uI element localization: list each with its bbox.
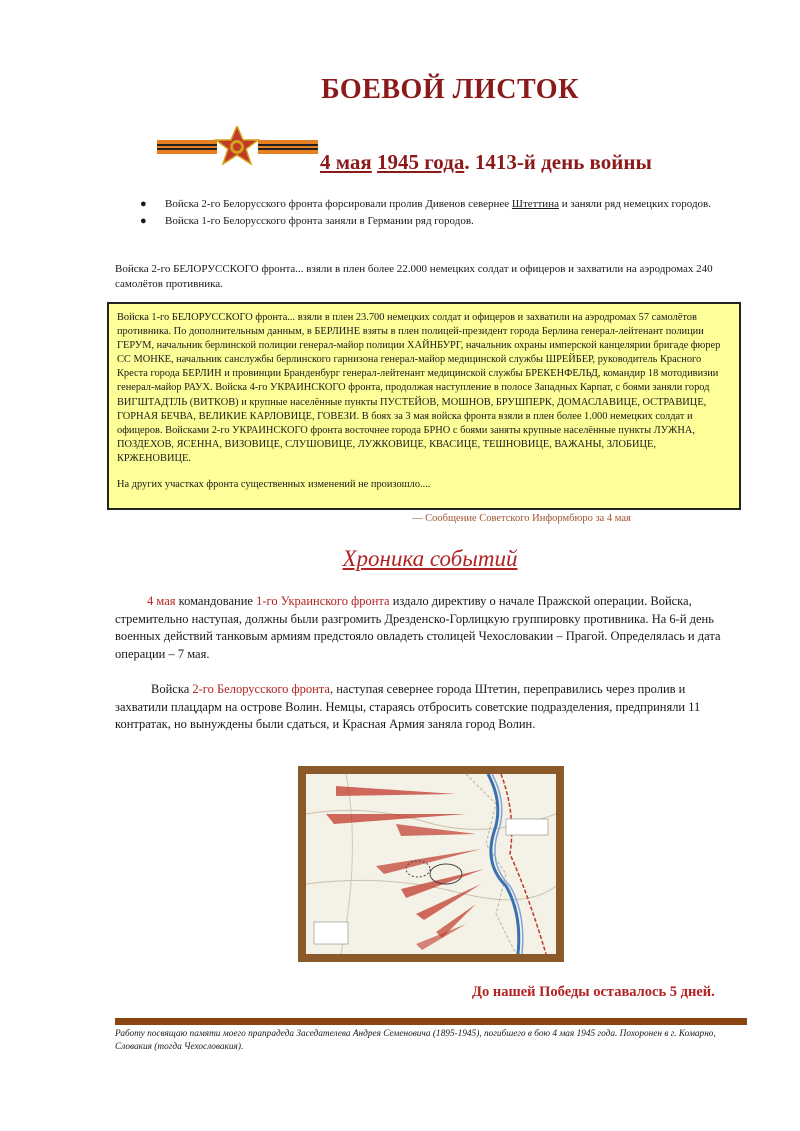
report-body: Войска 1-го БЕЛОРУССКОГО фронта... взяли в плен 23.700 немецких солдат и офицеров и захватили на аэродромах 57 самолётов противника. По дополнительным данным, в БЕРЛИНЕ взяты в плен полицей-президент города Берлина генерал-лейтенант полиции ГЕРУМ, начальник берлинской полиции генерал-майор полиции ХАЙНБУРГ, начальник охраны имперской канцелярии бригаде фюрер СС МОНКЕ, начальник санслужбы берлинского гарнизона генерал-майор медицинской службы ШРЕЙБЕР, руководитель Красного Креста города БЕРЛИН и провинции Бранденбург генерал-лейтенант медицинской службы БРЕКЕНФЕЛЬД, командир 18 мотодивизии генерал-майор РАУХ. Войска 4-го УКРАИНСКОГО фронта, продолжая наступление в полосе Западных Карпат, с боями заняли город ВИГШТАДТЛЬ (ВИТКОВ) и крупные населённые пункты ПУСТЕЙОВ, МОШНОВ, БРУШПЕРК, ДОМАСЛАВИЦЕ, ОСТРАВИЦЕ, ГОРНАЯ БЕЧВА, ВЕЛИКИЕ КАРЛОВИЦЕ, ГОВЕЗИ. В боях за 3 мая войска фронта взяли в плен более 1.000 немецких солдат и офицеров. Войсками 2-го УКРАИНСКОГО фронта восточнее города БРНО с боями заняты крупные населённые пункты ЛУЖНА, ПОЗДЕХОВ, ЯСЕННА, ВИЗОВИЦЕ, СЛУШОВИЦЕ, ЛУЖКОВИЦЕ, КВАСИЦЕ, ТЕШНОВИЦЕ, ВАЖАНЫ, ЗЛОБИЦЕ, КРЖЕНОВИЦЕ. — [117, 312, 721, 464]
chronicle-date: 4 мая — [147, 594, 176, 608]
chronicle-paragraph-2: Войска 2-го Белорусского фронта, наступая севернее города Штетин, переправились через пролив и захватили плацдарм на острове Волин. Немцы, стараясь отбросить советские подразделения, предприняли 11 контратак, но вынуждены были сдаться, и Красная Армия заняла город Волин. — [115, 682, 701, 731]
bullet-icon: ● — [140, 215, 147, 227]
stettin-link[interactable]: Штеттина — [511, 198, 559, 210]
bullet-icon: ● — [140, 198, 147, 210]
date-heading — [320, 150, 652, 175]
list-item: ● Войска 2-го Белорусского фронта форсировали пролив Дивенов севернее Штеттина и заняли ряд немецких городов. — [140, 198, 712, 210]
victory-countdown: До нашей Победы оставалось 5 дней. — [472, 984, 715, 1000]
report-closing: На других участках фронта существенных изменений не произошло.... — [117, 479, 431, 491]
sovinformburo-report-box — [107, 302, 741, 510]
report-attribution: — Сообщение Советского Информбюро за 4 мая — [412, 513, 631, 524]
news-bullet-list — [140, 197, 740, 231]
page-title: БОЕВОЙ ЛИСТОК — [321, 74, 579, 105]
first-ukrainian-front: 1-го Украинского фронта — [256, 594, 390, 608]
list-item: ● Войска 1-го Белорусского фронта заняли в Германии ряд городов. — [140, 215, 474, 227]
chronicle-paragraph-1: 4 мая командование 1-го Украинского фронта издало директиву о начале Пражской операции. Войска, стремительно наступая, должны были разгромить Дрезденско-Горлицкую группировку противника. На 6-й день военных действий танковым армиям предстояло овладеть столицей Чехословакии – Прагой. Определялась и дата операции – 7 мая. — [115, 594, 721, 661]
dedication-footer: Работу посвящаю памяти моего прапрадеда Заседателева Андрея Семеновича (1895-1945), погибшего в бою 4 мая 1945 года. Похоронен в г. Комарно, Словакия (тогда Чехословакия). — [115, 1029, 716, 1052]
second-belorussian-front: 2-го Белорусского фронта — [192, 682, 330, 696]
chronicle-heading: Хроника событий — [342, 546, 518, 571]
battle-map-image — [298, 766, 564, 962]
footer-divider — [115, 1018, 747, 1025]
war-day-text: . 1413-й день войны — [464, 150, 652, 174]
date-day: 4 мая — [320, 150, 372, 174]
order-of-victory-ribbon-icon — [155, 126, 320, 168]
date-year: 1945 года — [377, 150, 465, 174]
intro-paragraph: Войска 2-го БЕЛОРУССКОГО фронта... взяли в плен более 22.000 немецких солдат и офицеров и захватили на аэродромах 240 самолётов противника. — [115, 263, 713, 290]
